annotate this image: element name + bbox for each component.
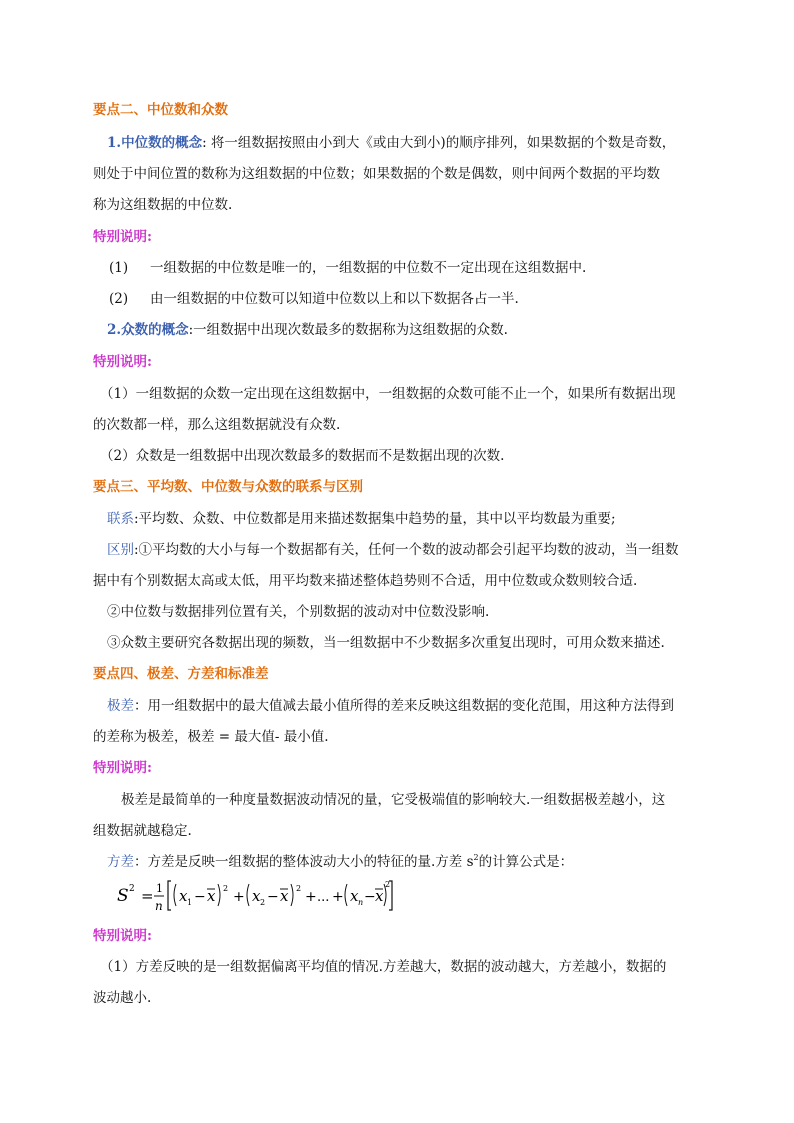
link-term: 联系 (107, 511, 134, 527)
formula-minus-1: − (194, 889, 206, 905)
variance-text: ：方差是反映一组数据的整体波动大小的特征的量.方差 s (134, 854, 474, 870)
heading-median-mode: 要点二、中位数和众数 (93, 102, 228, 118)
median-term: 1.中位数的概念 (107, 135, 203, 151)
formula-sub-1: 1 (187, 898, 193, 907)
median-definition-line-3: 称为这组数据的中位数. (93, 197, 233, 213)
mode-note-1-line-1: （1）一组数据的众数一定出现在这组数据中，一组数据的众数可能不止一个，如果所有数据出现 (100, 386, 676, 402)
formula-xbar-n: x (375, 887, 384, 905)
formula-plus-2: + (305, 889, 317, 905)
formula-lhs-exponent: 2 (129, 884, 135, 894)
special-note-label-2: 特别说明: (93, 354, 152, 370)
formula-square-n: 2 (385, 880, 391, 889)
link-line (107, 509, 616, 529)
mode-term: 2.众数的概念 (107, 322, 189, 338)
heading-relation: 要点三、平均数、中位数与众数的联系与区别 (93, 479, 363, 495)
median-definition-line-1 (107, 133, 675, 153)
formula-minus-n: − (364, 889, 376, 905)
heading-range-variance: 要点四、极差、方差和标准差 (93, 666, 269, 682)
range-line-1 (107, 696, 674, 716)
variance-note-1-line-1: （1）方差反映的是一组数据偏离平均值的情况.方差越大，数据的波动越大，方差越小，数据的 (100, 959, 667, 975)
formula-xbar-2: x (280, 887, 289, 905)
mode-definition-line (107, 320, 508, 340)
formula-denominator: n (155, 899, 163, 913)
variance-superscript: 2 (473, 853, 479, 862)
formula-minus-2: − (267, 889, 279, 905)
formula-numerator: 1 (156, 882, 163, 895)
median-note-1-text: 一组数据的中位数是唯一的，一组数据的中位数不一定出现在这组数据中. (150, 260, 587, 276)
difference-line-4: ③众数主要研究各数据出现的频数，当一组数据中不少数据多次重复出现时，可用众数来描述. (107, 635, 665, 651)
difference-line-3: ②中位数与数据排列位置有关，个别数据的波动对中位数没影响. (107, 604, 490, 620)
median-note-1-number: (1) (109, 260, 129, 276)
formula-left-bracket (168, 881, 171, 910)
median-note-2-text: 由一组数据的中位数可以知道中位数以上和以下数据各占一半. (150, 291, 519, 307)
median-definition-line-2: 则处于中间位置的数称为这组数据的中位数；如果数据的个数是偶数，则中间两个数据的平均数 (93, 166, 660, 182)
mode-note-2: （2）众数是一组数据中出现次数最多的数据而不是数据出现的次数. (100, 448, 505, 464)
formula-ellipsis: ... (317, 890, 330, 905)
range-note-line-1: 极差是最简单的一种度量数据波动情况的量，它受极端值的影响较大.一组数据极差越小，这 (121, 792, 666, 808)
formula-equals: = (141, 887, 154, 905)
formula-plus-1: + (233, 889, 245, 905)
difference-text-1: :①平均数的大小与每一个数据都有关，任何一个数的波动都会引起平均数的波动，当一组数 (134, 542, 679, 558)
special-note-label-4: 特别说明: (93, 928, 152, 944)
variance-note-1-line-2: 波动越小. (93, 990, 152, 1006)
variance-formula (113, 872, 395, 916)
difference-line-1 (107, 540, 679, 560)
link-text: :平均数、众数、中位数都是用来描述数据集中趋势的量，其中以平均数最为重要; (134, 511, 616, 527)
formula-lhs: S (117, 886, 129, 906)
formula-sub-2: 2 (260, 898, 266, 907)
mode-note-1-line-2: 的次数都一样，那么这组数据就没有众数. (93, 417, 341, 433)
formula-paren-open-n (345, 884, 347, 906)
formula-xn: x (350, 887, 359, 905)
median-definition-text-1: : 将一组数据按照由小到大《或由大到小)的顺序排列，如果数据的个数是奇数， (202, 135, 676, 151)
formula-paren-close-1 (218, 884, 220, 906)
range-term: 极差 (107, 698, 134, 714)
variance-term: 方差 (107, 854, 134, 870)
special-note-label-3: 特别说明: (93, 760, 152, 776)
special-note-label-1: 特别说明: (93, 229, 152, 245)
formula-paren-open-2 (247, 884, 249, 906)
variance-text-2: 的计算公式是： (478, 854, 574, 870)
formula-square-1: 2 (223, 884, 229, 893)
median-note-2-number: (2) (109, 291, 129, 307)
variance-line (107, 852, 573, 872)
formula-x1: x (179, 887, 188, 905)
formula-x2: x (252, 887, 261, 905)
formula-plus-3: + (332, 889, 344, 905)
formula-paren-close-2 (291, 884, 293, 906)
range-text-1: ：用一组数据中的最大值减去最小值所得的差来反映这组数据的变化范围，用这种方法得到 (134, 698, 674, 714)
mode-definition-text: :一组数据中出现次数最多的数据称为这组数据的众数. (188, 322, 508, 338)
formula-sub-n: n (358, 898, 364, 907)
range-note-line-2: 组数据就越稳定. (93, 823, 192, 839)
range-line-2: 的差称为极差，极差 = 最大值- 最小值. (93, 729, 329, 745)
formula-paren-open-1 (174, 884, 176, 906)
formula-xbar-1: x (207, 887, 216, 905)
difference-line-2: 据中有个别数据太高或太低，用平均数来描述整体趋势则不合适，用中位数或众数则较合适. (93, 573, 638, 589)
formula-square-2: 2 (296, 884, 302, 893)
difference-term: 区别 (107, 542, 134, 558)
